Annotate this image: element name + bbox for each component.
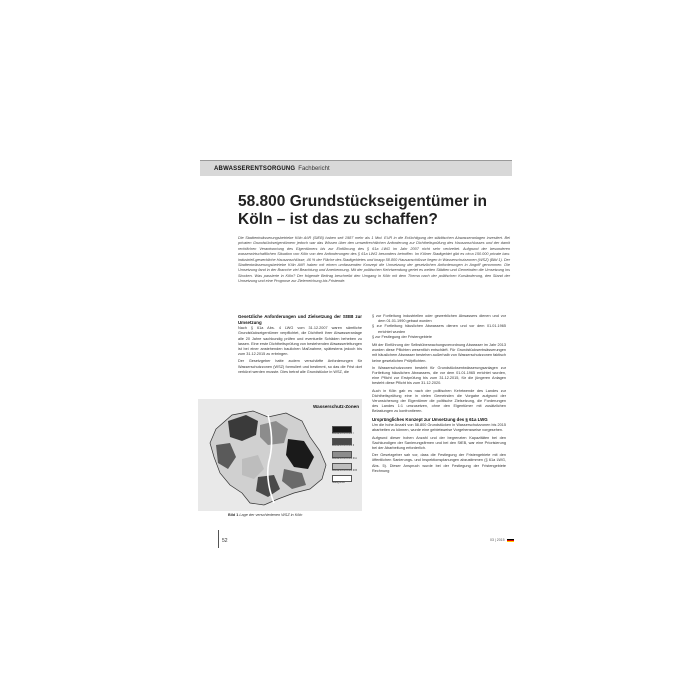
page-number: 52	[222, 538, 228, 544]
bullet-item: § zur Fortleitung häuslichen Abwassers dienen und vor dem 01.01.1965 errichtet wurden	[372, 324, 506, 334]
bullet-item: § zur Festlegung der Fristengebiete	[372, 334, 432, 339]
col2-paragraph: Mit der Einführung der Selbstüberwachungsverordnung Abwasser im Jahr 2013 wurden diese Pflichten wesentlich entschärft. Für Grundstücksentwässerungen mit häuslichem Abwasser bestehen außerhalb von Wasserschutzzonen faktisch keine gesetzlichen Prüfpflichten.	[372, 343, 506, 363]
subsection-label: Fachbericht	[298, 165, 330, 172]
col2-heading: Ursprüngliches Konzept zur Umsetzung des § 61a LWG	[372, 416, 488, 422]
bullet-item: § zur Fortleitung industriellen oder gewerblichen Abwassers dienen und vor dem 01.01.1990 gebaut wurden	[372, 314, 506, 324]
legend-item: Wasserschutzzone II	[332, 438, 362, 448]
column-2	[372, 314, 506, 476]
map-legend	[332, 426, 362, 487]
col1-paragraph: Nach § 61a Abs. 4 LWG vom 31.12.2007 waren sämtliche Grundstückseigentümer verpflichtet, die Dichtheit ihrer Abwasseranlage alle 20 Jahre sachkundig prüfen und eventuelle Schäden beheben zu lassen. Eine erste Dichtheitsprüfung von bestehenden Abwasserleitungen ist bei einer anstehenden baulichen Maßnahme, spätestens jedoch bis zum 31.12.2015 zu erbringen.	[238, 326, 362, 357]
map-title: Wasserschutz-Zonen	[313, 404, 360, 409]
col2-paragraph: Auch in Köln gab es nach der politischen Kehrtwende des Landes zur Dichtheitsprüfung eine in vielen Gemeinden die Vorgabe aufgrund der Verunsicherung der Eigentümer die politische Zielsetzung, die Forderungen des Landes 1:1 umzusetzen, ohne den Eigentümer mit zusätzlichen Belastungen zu konfrontieren.	[372, 388, 506, 414]
legend-item: Wasserschutzzone III A	[332, 451, 362, 461]
col2-paragraph: Aufgrund dieser hohen Anzahl und der begrenzten Kapazitäten bei den Sachkundigen der Sanierungsfirmen und bei den StEB, war eine Priorisierung bei der Abarbeitung erforderlich.	[372, 435, 506, 451]
figure-caption: Bild 1 Lage der verschiedenen WSZ in Köln	[228, 513, 303, 517]
legend-item: Wasserschutzzone I	[332, 426, 362, 436]
legend-item: Stadtgrenze	[332, 475, 362, 485]
col1-heading: Gesetzliche Anforderungen und Zielsetzung der StEB zur Umsetzung	[238, 314, 362, 325]
column-1	[238, 314, 362, 377]
flag-icon	[507, 539, 514, 542]
article-lead: Die Stadtentwässerungsbetriebe Köln AöR (StEB) haben seit 1987 mehr als 1 Mrd. EUR in die Ertüchtigung der städtischen Abwasseranlagen investiert. Bei privaten Grundstückseigentümern jedoch war das Wissen über den umweltrechtlichen Anforderung zur Dichtheitsprüfung des Hausanschlusses und der damit rechtlichen Verantwortung des Eigentümers bis zur Einführung des § 61a LWG im Jahr 2007 nicht sehr verbreitet. Aufgrund der besonderen wasserwirtschaftlichen Situation von Köln von den Anforderungen des § 61a LWG besonders betroffen. Im Kölner Stadtgebiet gibt es circa 150.000 private bzw. industriell-gewerbliche Hausanschlüsse, 46 % der Fläche des Stadtgebietes und knapp 58.800 Hausanschlüsse liegen in Wasserschutzzonen (WSZ) (Bild 1). Der Stadtentwässerungsbetriebe Köln AöR haben mit einem umfassenden Konzept die Umsetzung der gesetzlichen Anforderungen in Angriff genommen. Die Umsetzung fand in der Branche viel Beachtung und Anerkennung. Mit der politischen Kehrtwendung geriet es weiten Städten und Gemeinden die Umsetzung ins Stocken. Was passierte in Köln? Der folgende Beitrag beschreibt den Umgang in Köln mit dem Thema nach der politischen Kursänderung, den Stand der Umsetzung und eine Prognose zur Zielerreichung bis Fristende.	[238, 236, 510, 284]
col2-paragraph: Der Gesetzgeber sah vor, dass die Festlegung der Fristengebiete mit den öffentlichen Sanierungs- und Inspektionsplanungen abzustimmen (§ 61a LWG, Abs. 5). Dieser Anspruch wurde bei der Festlegung der Fristengebiete Rechnung	[372, 453, 506, 473]
issue-footer: 03 | 2015	[490, 538, 514, 542]
col2-paragraph: In Wasserschutzzonen besteht für Grundstücksentwässerungsanlagen zur Fortleitung häuslichen Abwassers, die vor dem 01.01.1965 errichtet wurden, eine Pflicht zur Erstprüfung bis zum 31.12.2015, für die jüngeren Anlagen besteht diese Pflicht bis zum 31.12.2020.	[372, 365, 506, 386]
article-title: 58.800 Grundstückseigentümer in Köln – ist das zu schaffen?	[238, 193, 487, 228]
col2-paragraph: Um die hohe Anzahl von 58.800 Grundstücken in Wasserschutzzonen bis 2015 abarbeiten zu können, wurde eine gebietsweise Vorgehensweise vorgesehen.	[372, 423, 506, 433]
page-number-rule	[218, 530, 219, 548]
legend-item: Wasserschutzzone III B	[332, 463, 362, 473]
section-header	[200, 160, 512, 176]
section-label: ABWASSERENTSORGUNG	[214, 165, 296, 172]
col1-paragraph: Der Gesetzgeber hatte zudem verschärfte Anforderungen für Wasserschutzzonen (WSZ) formuliert und bestimmt, so das die Frist dort verkürzt werden musste. Dies betraf alle Grundstücke in WSZ, die	[238, 359, 362, 374]
